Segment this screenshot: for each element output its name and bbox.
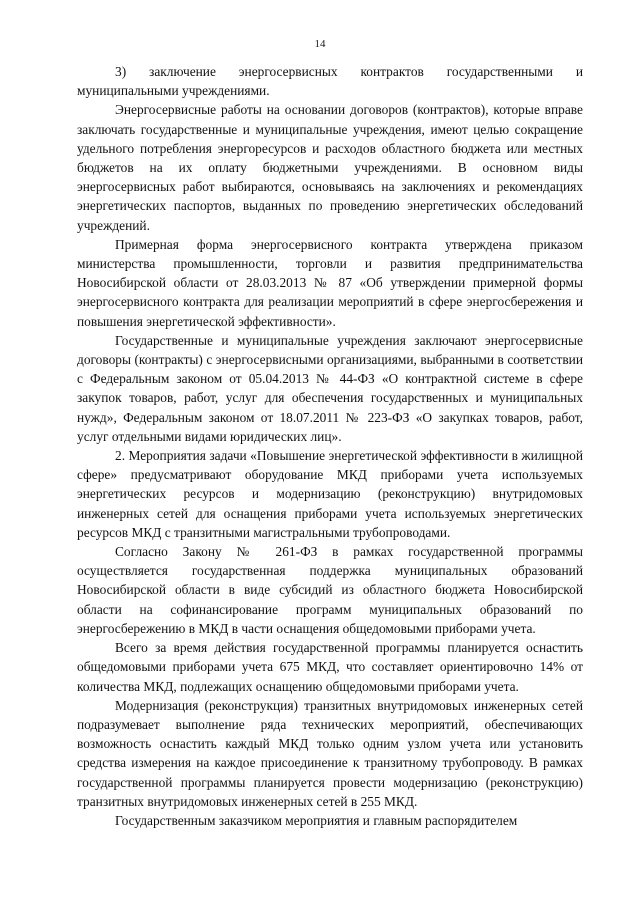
document-body [77,62,583,830]
paragraph-institutions-contracts: Государственные и муниципальные учреждения заключают энергосервисные договоры (контракты) с энергосервисными организациями, выбранными в соответствии с Федеральным законом от 05.04.2013 № 44-ФЗ «О контрактной системе в сфере закупок товаров, работ, услуг для обеспечения государственных и муниципальных нужд», Федеральным законом от 18.07.2011 № 223-ФЗ «О закупках товаров, работ, услуг отдельными видами юридических лиц». [77,332,583,444]
paragraph-modernization: Модернизация (реконструкция) транзитных внутридомовых инженерных сетей подразумевает выполнение ряда технических мероприятий, обеспечивающих возможность оснастить каждый МКД только одним узлом учета или установить средства измерения на каждое присоединение к транзитному трубопроводу. В рамках государственной программы планируется провести модернизацию (реконструкцию) транзитных внутридомовых инженерных сетей в 255 МКД. [77,697,583,809]
paragraph-item-3: 3) заключение энергосервисных контрактов государственными и муниципальными учреждениями. [77,64,583,99]
paragraph-meters-total: Всего за время действия государственной программы планируется оснастить общедомовыми приборами учета 675 МКД, что составляет ориентировочно 14% от количества МКД, подлежащих оснащению общедомовыми приборами учета. [77,640,583,694]
page-number: 14 [314,38,326,50]
paragraph-energy-service-works: Энергосервисные работы на основании договоров (контрактов), которые вправе заключать государственные и муниципальные учреждения, имеют целью сокращение удельного потребления энергоресурсов и расходов областного бюджета или местных бюджетов на их оплату бюджетными учреждениями. В основном виды энергосервисных работ выбираются, основываясь на заключениях и рекомендациях энергетических паспортов, выданных по проведению энергетических обследований учреждений. [77,102,583,233]
paragraph-contract-form: Примерная форма энергосервисного контракта утверждена приказом министерства промышленности, торговли и развития предпринимательства Новосибирской области от 28.03.2013 № 87 «Об утверждении примерной формы энергосервисного контракта для реализации мероприятий в сфере энергосбережения и повышения энергетической эффективности». [77,236,583,329]
paragraph-law-261: Согласно Закону № 261-ФЗ в рамках государственной программы осуществляется государственная поддержка муниципальных образований Новосибирской области в виде субсидий из областного бюджета Новосибирской области на софинансирование программ муниципальных образований по энергосбережению в МКД в части оснащения общедомовыми приборами учета. [77,544,583,636]
paragraph-state-customer: Государственным заказчиком мероприятия и главным распорядителем [115,812,518,828]
paragraph-item-2-housing: 2. Мероприятия задачи «Повышение энергетической эффективности в жилищной сфере» предусматривают оборудование МКД приборами учета используемых энергетических ресурсов и модернизацию (реконструкцию) внутридомовых инженерных сетей для оснащения приборами учета используемых энергетических ресурсов МКД с транзитными магистральными трубопроводами. [77,448,583,540]
